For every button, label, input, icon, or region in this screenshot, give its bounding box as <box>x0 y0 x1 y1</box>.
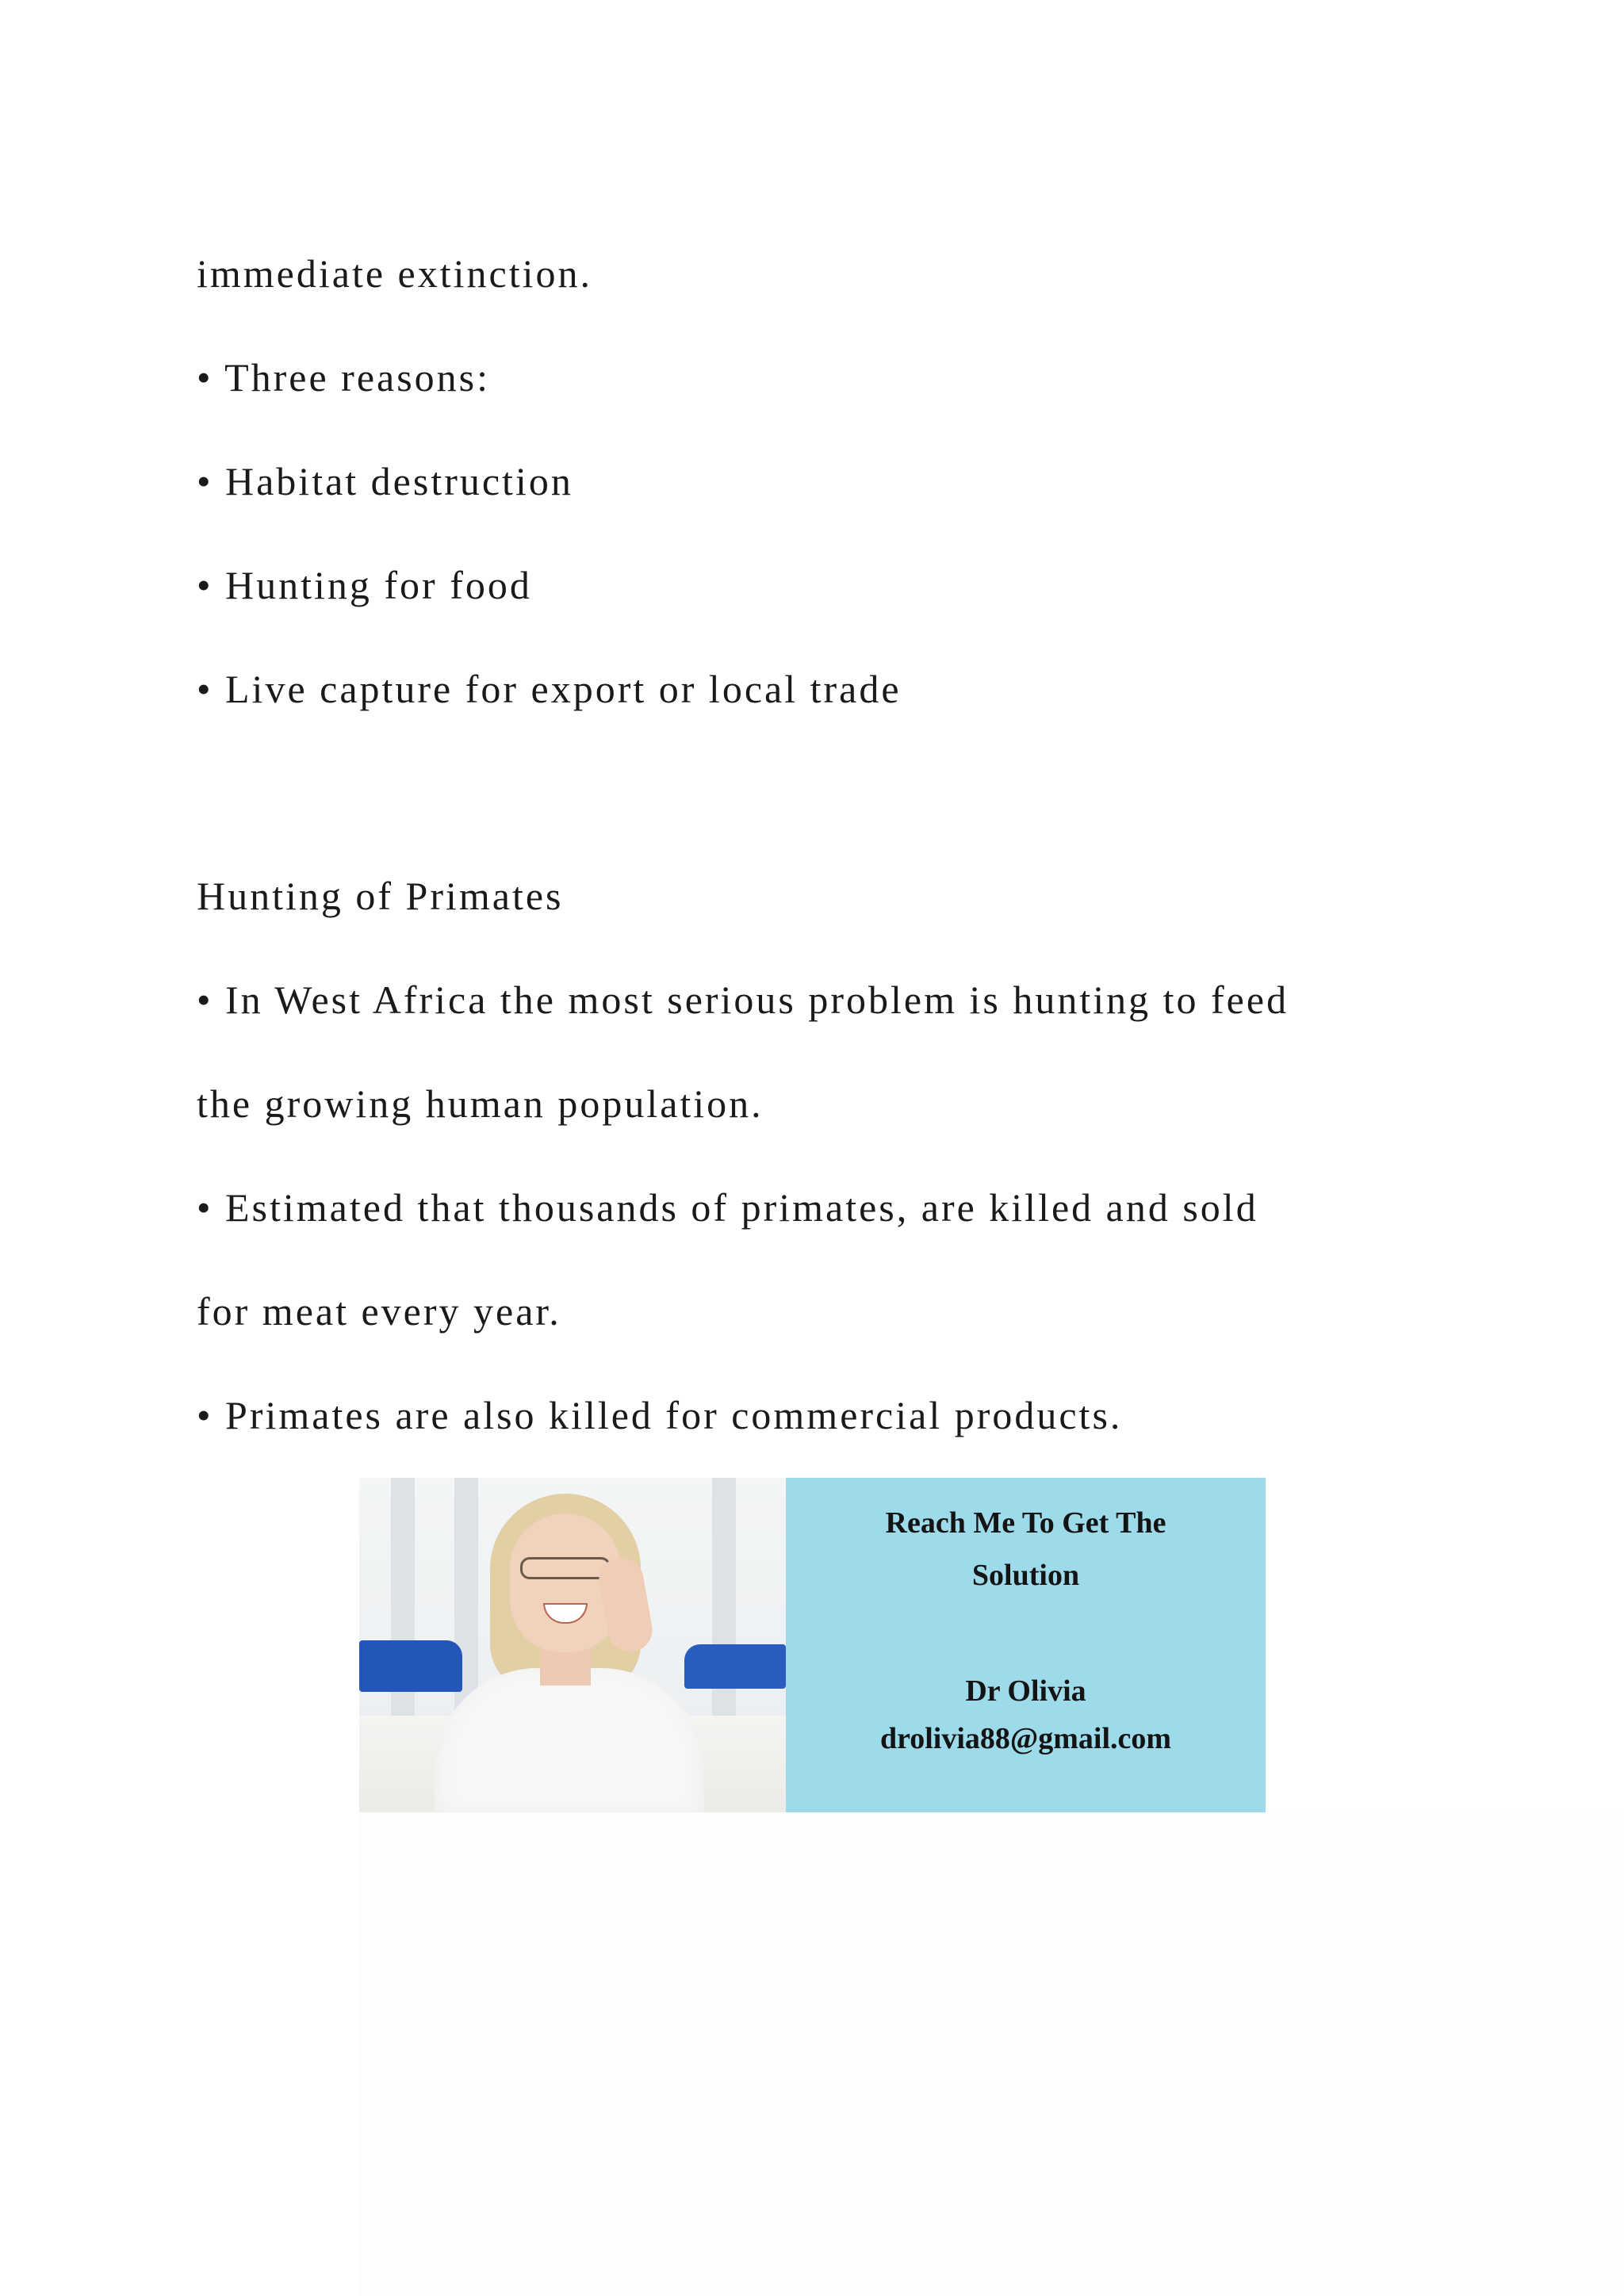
banner-headline-2: Solution <box>971 1559 1080 1592</box>
bullet-item: • Primates are also killed for commercial products. <box>197 1393 1123 1437</box>
banner-photo <box>359 1478 786 1812</box>
banner-headline: Reach Me To Get The <box>885 1506 1166 1540</box>
banner-name: Dr Olivia <box>965 1674 1086 1708</box>
bullet-item: • Three reasons: <box>197 355 491 400</box>
bullet-item: • Hunting for food <box>197 563 532 607</box>
bullet-item: • Estimated that thousands of primates, are killed and sold <box>197 1185 1258 1230</box>
blue-chair-left <box>359 1640 462 1692</box>
blue-chair-right <box>684 1644 786 1689</box>
bullet-item: • Live capture for export or local trade <box>197 667 902 711</box>
blank-area <box>359 1812 1624 2296</box>
bullet-item: • Habitat destruction <box>197 459 573 503</box>
text-line: for meat every year. <box>197 1289 561 1334</box>
contact-banner[interactable] <box>359 1478 1266 1812</box>
banner-text-card <box>786 1478 1266 1812</box>
text-line: the growing human population. <box>197 1081 764 1126</box>
text-line: immediate extinction. <box>197 251 592 296</box>
bullet-item: • In West Africa the most serious problem is hunting to feed <box>197 978 1289 1022</box>
banner-email[interactable]: drolivia88@gmail.com <box>879 1722 1172 1755</box>
glasses-icon <box>520 1557 611 1579</box>
section-heading: Hunting of Primates <box>197 874 564 918</box>
white-blouse <box>435 1668 704 1812</box>
